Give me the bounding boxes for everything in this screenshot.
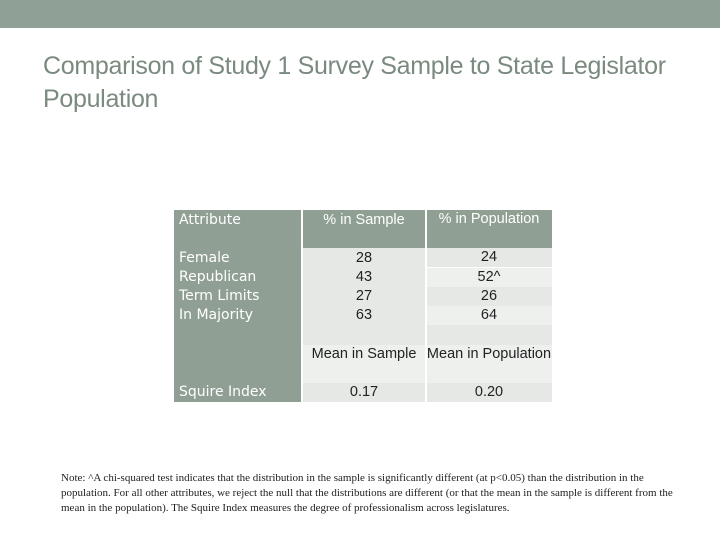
mean-header-population: Mean in Population [426, 345, 552, 383]
attribute-republican: Republican [179, 269, 257, 285]
mean-header-sample: Mean in Sample [302, 345, 426, 383]
spacer-sample [302, 325, 426, 345]
sample-term-limits: 27 [355, 288, 373, 304]
squire-sample-value: 0.17 [302, 383, 426, 402]
population-female: 24 [426, 248, 552, 267]
header-population: % in Population [426, 210, 552, 248]
sample-values [302, 248, 426, 325]
column-divider [301, 210, 303, 402]
spacer-population [426, 325, 552, 345]
attribute-in-majority: In Majority [179, 307, 253, 323]
squire-population-value: 0.20 [426, 383, 552, 402]
sample-republican: 43 [355, 269, 373, 285]
mean-header-blank [174, 345, 302, 383]
squire-index-label: Squire Index [174, 383, 302, 402]
sample-in-majority: 63 [355, 307, 373, 323]
attribute-term-limits: Term Limits [179, 288, 260, 304]
top-bar [0, 0, 720, 28]
header-sample: % in Sample [302, 210, 426, 248]
table-note: Note: ^A chi-squared test indicates that the distribution in the sample is significantly different (at p<0.05) than the distribution in the population. For all other attributes, we reject the null that the distributions are different (or that the mean in the sample is different from the mean in the population). The Squire Index measures the degree of professionalism across legislatures. [61, 472, 673, 514]
population-republican: 52^ [426, 268, 552, 287]
sample-female: 28 [355, 250, 373, 266]
slide-title: Comparison of Study 1 Survey Sample to State Legislator Population [43, 52, 666, 113]
column-divider [425, 210, 427, 402]
header-attribute: Attribute [174, 210, 302, 248]
comparison-table [174, 210, 552, 402]
attribute-female: Female [179, 250, 230, 266]
population-in-majority: 64 [426, 306, 552, 325]
spacer-attribute [174, 325, 302, 345]
population-term-limits: 26 [426, 287, 552, 306]
attribute-list [174, 248, 302, 325]
